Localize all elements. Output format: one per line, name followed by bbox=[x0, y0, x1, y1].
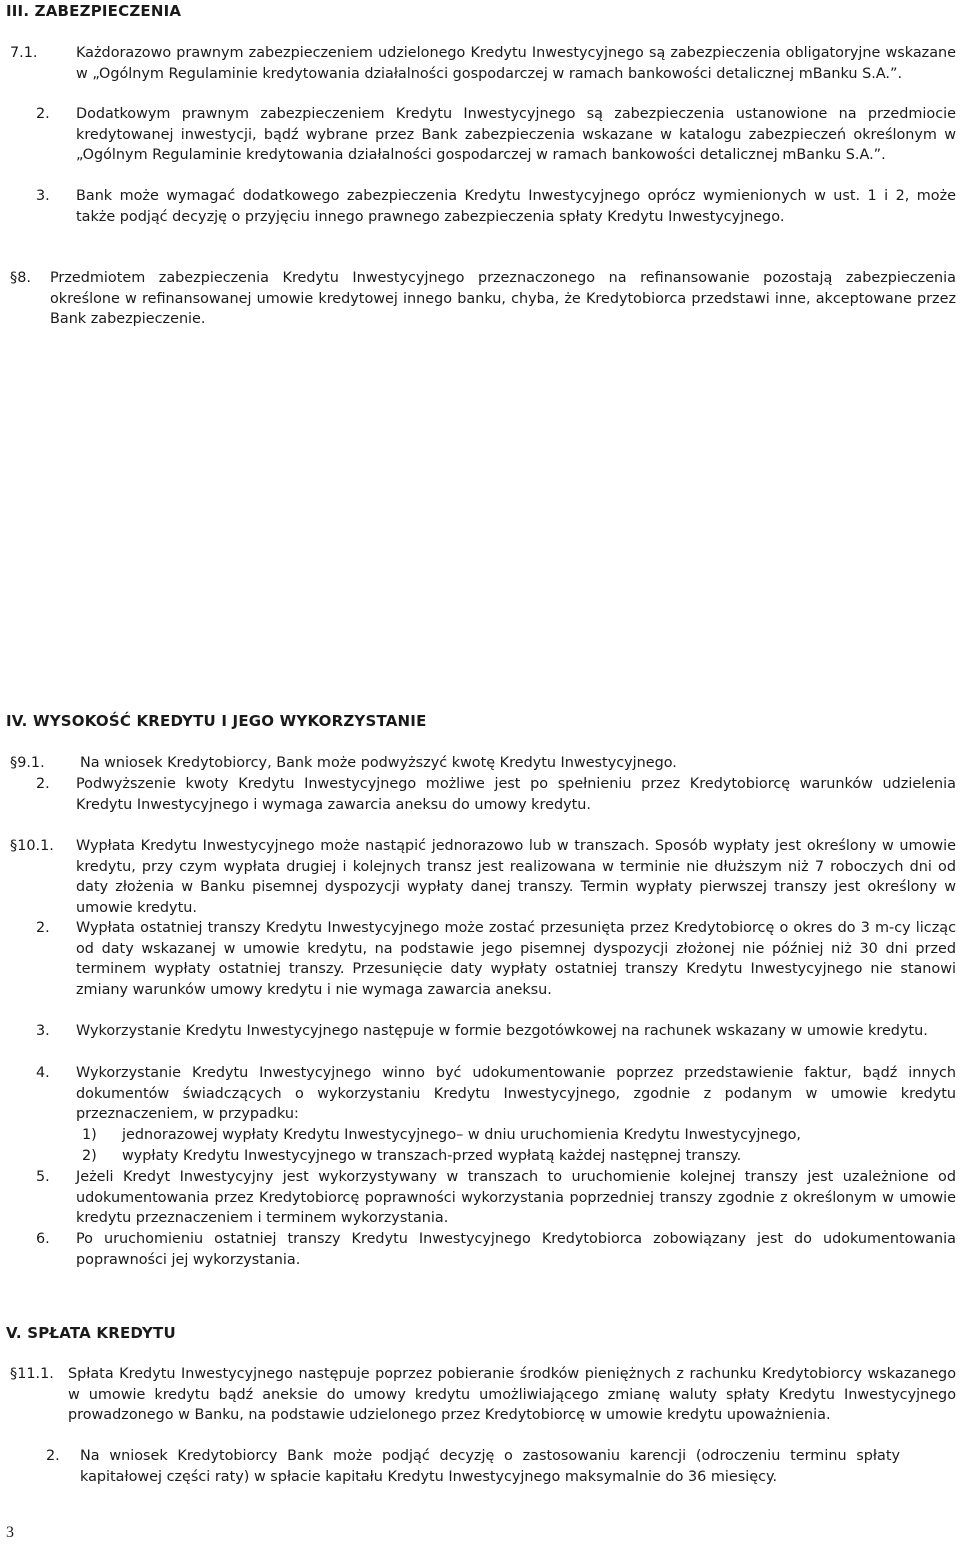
paragraph-number: §9.1. bbox=[10, 755, 45, 771]
paragraph-number: §8. bbox=[10, 270, 31, 286]
page-number: 3 bbox=[6, 1524, 14, 1541]
paragraph-number: 6. bbox=[36, 1231, 50, 1247]
list-item-text: jednorazowej wypłaty Kredytu Inwestycyjnego– w dniu uruchomienia Kredytu Inwestycyjnego, bbox=[122, 1127, 802, 1143]
paragraph-text: Na wniosek Kredytobiorcy, Bank może podwyższyć kwotę Kredytu Inwestycyjnego. bbox=[80, 755, 677, 771]
paragraph-text: Wykorzystanie Kredytu Inwestycyjnego następuje w formie bezgotówkowej na rachunek wskazany w umowie kredytu. bbox=[76, 1023, 928, 1039]
list-item-number: 2) bbox=[82, 1148, 97, 1164]
paragraph-text: Spłata Kredytu Inwestycyjnego następuje poprzez pobieranie środków pieniężnych z rachunku Kredytobiorcy wskazanego w umowie kredytu bądź aneksie do umowy kredytu umożliwiającego zmianę waluty spłaty Kredytu Inwestycyjnego prowadzonego w Banku, na podstawie udzielonego przez Kredytobiorcę w umowie kredytu upoważnienia. bbox=[68, 1366, 956, 1424]
paragraph-text: Podwyższenie kwoty Kredytu Inwestycyjnego możliwe jest po spełnieniu przez Kredytobiorcę warunków udzielenia Kredytu Inwestycyjnego i wymaga zawarcia aneksu do umowy kredytu. bbox=[76, 776, 956, 813]
paragraph-text: Wypłata Kredytu Inwestycyjnego może nastąpić jednorazowo lub w transzach. Sposób wypłaty jest określony w umowie kredytu, przy czym wypłata drugiej i kolejnych transz jest realizowana w terminie nie dłuższym niż 7 roboczych dni od daty złożenia w Banku pisemnej dyspozycji wypłaty danej transzy. Termin wypłaty pierwszej transzy jest określony w umowie kredytu. bbox=[76, 838, 956, 916]
paragraph-text: Wypłata ostatniej transzy Kredytu Inwestycyjnego może zostać przesunięta przez Kredytobiorcę o okres do 3 m-cy licząc od daty wskazanej w umowie kredytu, na podstawie jego pisemnej dyspozycji złożonej nie później niż 30 dni przed terminem wypłaty ostatniej transzy. Przesunięcie daty wypłaty ostatniej transzy Kredytu Inwestycyjnego nie stanowi zmiany warunków umowy kredytu i nie wymaga zawarcia aneksu. bbox=[76, 920, 956, 998]
paragraph-text: Wykorzystanie Kredytu Inwestycyjnego winno być udokumentowanie poprzez przedstawienie faktur, bądź innych dokumentów świadczących o wykorzystaniu Kredytu Inwestycyjnego, zgodnie z podanym w umowie kredytu przeznaczeniem, w przypadku: bbox=[76, 1065, 956, 1123]
paragraph-number: §10.1. bbox=[10, 838, 54, 854]
paragraph-number: 3. bbox=[36, 188, 50, 204]
paragraph-number: 4. bbox=[36, 1065, 50, 1081]
paragraph-text: Dodatkowym prawnym zabezpieczeniem Kredytu Inwestycyjnego są zabezpieczenia ustanowione na przedmiocie kredytowanej inwestycji, bądź wybrane przez Bank zabezpieczenia wskazane w katalogu zabezpieczeń określonym w „Ogólnym Regulaminie kredytowania działalności gospodarczej w ramach bankowości detalicznej mBanku S.A.”. bbox=[76, 106, 956, 164]
paragraph-number: 2. bbox=[36, 920, 50, 936]
section-title-iv: IV. WYSOKOŚĆ KREDYTU I JEGO WYKORZYSTANIE bbox=[6, 712, 427, 730]
list-item bbox=[82, 1146, 741, 1167]
list-item-number: 1) bbox=[82, 1127, 97, 1143]
paragraph-number: 2. bbox=[46, 1448, 60, 1464]
paragraph-text: Każdorazowo prawnym zabezpieczeniem udzielonego Kredytu Inwestycyjnego są zabezpieczenia obligatoryjne wskazane w „Ogólnym Regulaminie kredytowania działalności gospodarczej w ramach bankowości detalicznej mBanku S.A.”. bbox=[76, 45, 956, 82]
paragraph-number: 2. bbox=[36, 776, 50, 792]
paragraph-text: Na wniosek Kredytobiorcy Bank może podjąć decyzję o zastosowaniu karencji (odroczeniu terminu spłaty kapitałowej części raty) w spłacie kapitału Kredytu Inwestycyjnego maksymalnie do 36 miesięcy. bbox=[80, 1448, 900, 1485]
paragraph-text: Po uruchomieniu ostatniej transzy Kredytu Inwestycyjnego Kredytobiorca zobowiązany jest do udokumentowania poprawności jej wykorzystania. bbox=[76, 1231, 956, 1268]
paragraph-number: §11.1. bbox=[10, 1366, 54, 1382]
paragraph-number: 5. bbox=[36, 1169, 50, 1185]
paragraph-text: Jeżeli Kredyt Inwestycyjny jest wykorzystywany w transzach to uruchomienie kolejnej transzy jest uzależnione od udokumentowania przez Kredytobiorcę poprawności wykorzystania poprzedniej transzy zgodnie z określonym w umowie kredytu przeznaczeniem i terminem wykorzystania. bbox=[76, 1169, 956, 1227]
paragraph-text: Bank może wymagać dodatkowego zabezpieczenia Kredytu Inwestycyjnego oprócz wymienionych w ust. 1 i 2, może także podjąć decyzję o przyjęciu innego prawnego zabezpieczenia spłaty Kredytu Inwestycyjnego. bbox=[76, 188, 956, 225]
list-item-text: wypłaty Kredytu Inwestycyjnego w transzach-przed wypłatą każdej następnej transzy. bbox=[122, 1148, 742, 1164]
paragraph-number: 7.1. bbox=[10, 45, 38, 61]
section-title-iii: III. ZABEZPIECZENIA bbox=[6, 2, 182, 20]
paragraph-text: Przedmiotem zabezpieczenia Kredytu Inwestycyjnego przeznaczonego na refinansowanie pozostają zabezpieczenia określone w refinansowanej umowie kredytowej innego banku, chyba, że Kredytobiorca przedstawi inne, akceptowane przez Bank zabezpieczenie. bbox=[50, 270, 956, 328]
paragraph-number: 2. bbox=[36, 106, 50, 122]
paragraph-number: 3. bbox=[36, 1023, 50, 1039]
list-item bbox=[82, 1125, 801, 1146]
section-title-v: V. SPŁATA KREDYTU bbox=[6, 1324, 176, 1342]
